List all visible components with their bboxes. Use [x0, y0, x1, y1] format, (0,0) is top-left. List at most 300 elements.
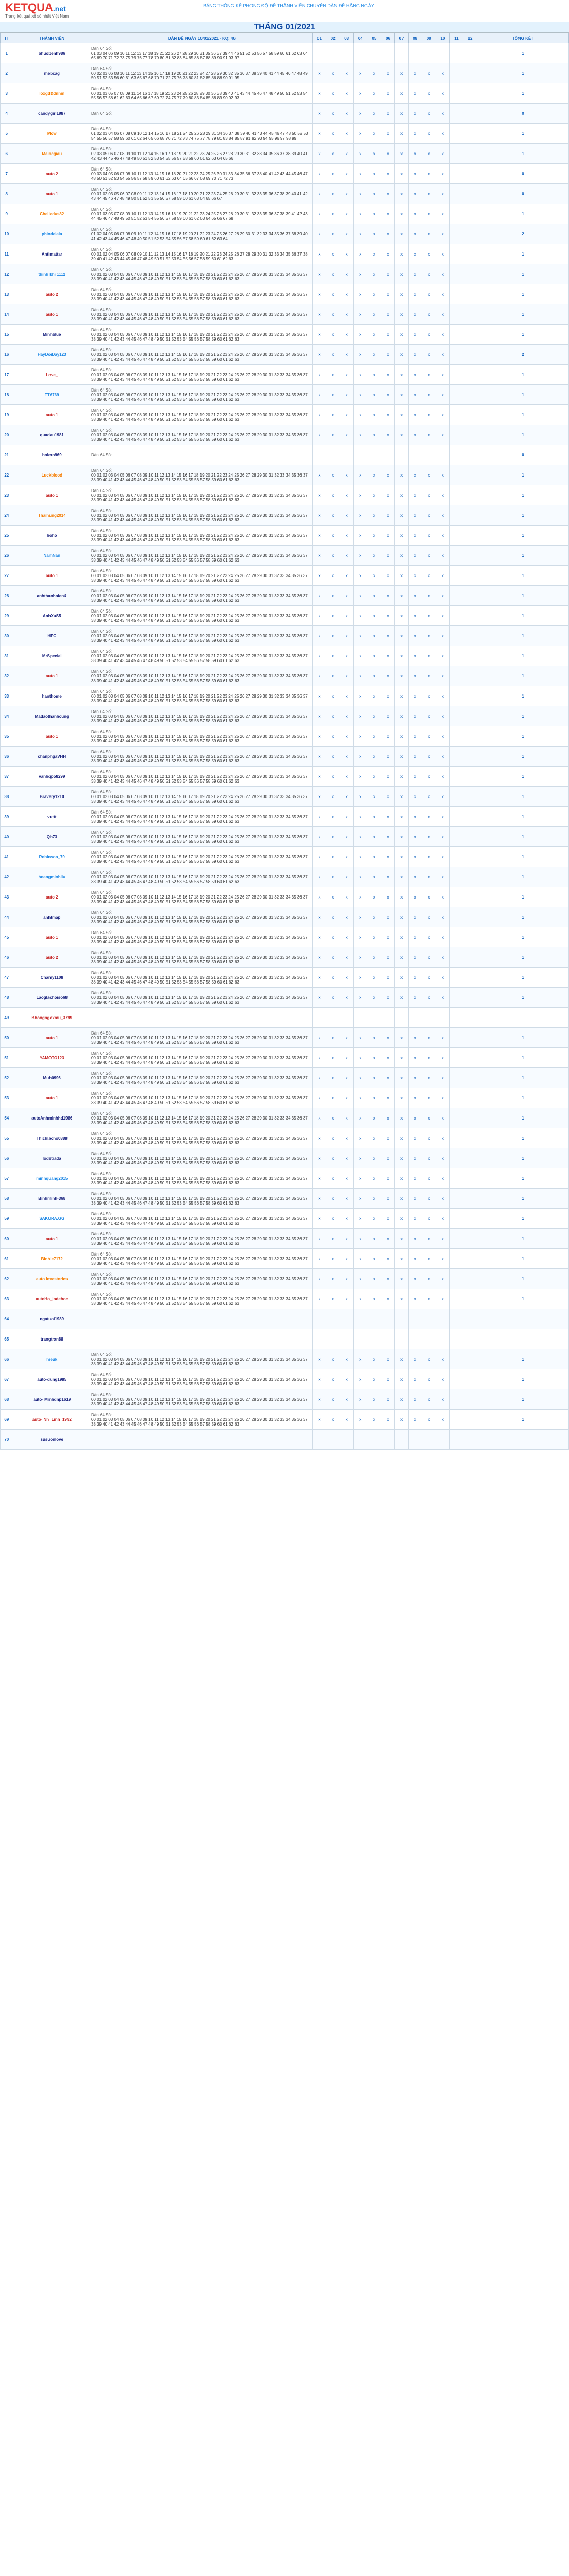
member-name[interactable]: auto 1 [45, 935, 58, 940]
number-set-label: Dàn 64 Số: [91, 870, 112, 875]
member-name-link[interactable] [13, 345, 91, 365]
top-note: BẢNG THỐNG KÊ PHONG ĐỘ ĐỀ THÀNH VIÊN CHUYÊN DÀN ĐỀ HÀNG NGÀY [203, 3, 374, 8]
member-name-link[interactable] [13, 1048, 91, 1068]
summary-cell: 1 [477, 847, 568, 867]
day-result-cell: x [326, 1209, 340, 1229]
row-number: 42 [1, 867, 13, 887]
member-name-link[interactable] [13, 104, 91, 124]
member-name-link[interactable] [13, 1369, 91, 1389]
summary-cell: 1 [477, 807, 568, 827]
day-result-cell: x [340, 164, 354, 184]
member-name[interactable]: anhthanhnien& [37, 593, 67, 598]
member-name[interactable]: Madaothanhcung [35, 714, 69, 719]
member-name[interactable]: autoAnhminhhd1986 [31, 1115, 73, 1121]
member-name-link[interactable] [13, 1289, 91, 1309]
day-result-cell: x [354, 284, 367, 304]
member-name[interactable]: anhtmap [43, 914, 61, 920]
member-name[interactable]: auto 1 [45, 1236, 58, 1241]
member-name[interactable]: HayDoiDay123 [37, 352, 66, 357]
member-name[interactable]: chanphgaVHH [38, 754, 66, 759]
summary-cell: 1 [477, 264, 568, 284]
member-name-link[interactable] [13, 365, 91, 385]
day-result-cell: x [436, 887, 450, 907]
day-result-cell: x [436, 244, 450, 264]
number-set-values: 01 03 04 06 09 10 11 12 13 17 18 19 21 22 26 27 28 29 30 31 35 36 37 39 44 46 51 52 53 56 57 58 59 60 61 62 63 64 65 69 70 71 72 73 75 79 76 77 78 79 80 81 82 83 84 85 86 87 88 89 90 91 93 97 [91, 50, 308, 60]
day-result-cell [367, 1329, 381, 1349]
number-set [91, 1028, 312, 1048]
number-set [91, 1088, 312, 1108]
number-set-label: Dàn 64 Số: [91, 46, 112, 51]
member-name-link[interactable] [13, 847, 91, 867]
member-name[interactable]: auto 2 [45, 894, 58, 900]
member-name-link[interactable] [13, 1168, 91, 1189]
member-name[interactable]: auto 1 [45, 412, 58, 417]
member-name[interactable]: Muh0996 [43, 1075, 61, 1080]
day-result-cell [395, 1430, 409, 1450]
table-row [1, 1209, 569, 1229]
day-result-cell [449, 988, 463, 1008]
table-row [1, 666, 569, 686]
member-name-link[interactable] [13, 666, 91, 686]
summary-cell: 1 [477, 526, 568, 546]
day-result-cell: x [312, 968, 326, 988]
member-name-link[interactable] [13, 425, 91, 445]
member-name-link[interactable] [13, 787, 91, 807]
summary-cell [477, 1329, 568, 1349]
row-number: 65 [1, 1329, 13, 1349]
member-name-link[interactable] [13, 566, 91, 586]
day-result-cell: x [436, 747, 450, 767]
table-row [1, 787, 569, 807]
day-result-cell: x [436, 124, 450, 144]
day-result-cell: x [340, 1249, 354, 1269]
member-name[interactable]: Laoglachoiso68 [36, 995, 68, 1000]
day-result-cell [449, 968, 463, 988]
member-name-link[interactable] [13, 83, 91, 104]
member-name-link[interactable] [13, 767, 91, 787]
member-name[interactable]: hoho [46, 533, 57, 538]
table-row [1, 626, 569, 646]
day-result-cell: x [381, 485, 395, 505]
day-result-cell [422, 1329, 436, 1349]
day-result-cell: x [340, 124, 354, 144]
day-result-cell: x [381, 887, 395, 907]
member-name[interactable]: vuttt [47, 814, 57, 819]
day-result-cell: x [354, 385, 367, 405]
table-row [1, 546, 569, 566]
member-name[interactable]: auto 1 [45, 191, 58, 196]
number-set-values: 00 01 02 03 04 05 06 07 08 09 10 11 12 13 14 15 16 17 18 19 20 21 22 23 24 25 26 27 28 29 30 31 32 33 34 35 36 37 38 39 40 41 42 43 44 45 46 47 48 49 50 51 52 53 54 55 56 57 58 59 60 61 62 63 [91, 1156, 308, 1165]
member-name-link[interactable] [13, 264, 91, 284]
day-result-cell: x [326, 666, 340, 686]
member-name[interactable]: phindelala [41, 231, 62, 236]
member-name-link[interactable] [13, 224, 91, 244]
member-name[interactable]: auto 1 [45, 493, 58, 498]
day-result-cell [449, 827, 463, 847]
day-result-cell: x [367, 1168, 381, 1189]
member-name-link[interactable] [13, 606, 91, 626]
day-result-cell [436, 43, 450, 63]
member-name[interactable]: trangtran88 [40, 1336, 63, 1342]
member-name[interactable]: YAMOTO123 [39, 1055, 64, 1060]
day-result-cell: x [395, 63, 409, 83]
day-result-cell: x [326, 526, 340, 546]
member-name-link[interactable] [13, 164, 91, 184]
member-name[interactable]: bolero969 [42, 452, 62, 457]
member-name-link[interactable] [13, 827, 91, 847]
day-result-cell [463, 144, 477, 164]
member-name-link[interactable] [13, 968, 91, 988]
day-result-cell: x [326, 646, 340, 666]
row-number: 19 [1, 405, 13, 425]
member-name-link[interactable] [13, 505, 91, 526]
table-row [1, 807, 569, 827]
member-name[interactable]: auto 1 [45, 1095, 58, 1100]
member-name[interactable]: Bravery1210 [39, 794, 64, 799]
member-name-link[interactable] [13, 184, 91, 204]
day-result-cell: x [367, 586, 381, 606]
day-result-cell: x [367, 1229, 381, 1249]
number-set-values: 00 01 02 03 04 05 06 07 08 09 10 11 12 13 14 15 16 17 18 19 20 21 22 23 24 25 26 27 28 29 30 31 32 33 34 35 36 37 38 39 40 41 42 43 44 45 46 47 48 49 50 51 52 53 54 55 56 57 58 59 60 61 62 63 [91, 493, 308, 502]
day-result-cell: x [326, 1389, 340, 1410]
member-name-link[interactable] [13, 204, 91, 224]
number-set-values: 00 01 02 03 04 05 06 07 08 09 10 11 12 13 14 15 16 17 18 19 20 21 22 23 24 25 26 27 28 29 30 31 32 33 34 35 36 37 38 39 40 41 42 43 44 45 46 47 48 49 50 51 52 53 54 55 56 57 58 59 60 61 62 63 [91, 914, 308, 924]
number-set [91, 706, 312, 726]
number-set-values: 00 01 02 03 04 05 06 07 08 09 10 11 12 13 14 15 16 17 18 19 20 21 22 23 24 25 26 27 28 29 30 31 32 33 34 35 36 37 38 39 40 41 42 43 44 45 46 47 48 49 50 51 52 53 54 55 56 57 58 59 60 61 62 63 [91, 352, 308, 362]
member-name-link[interactable] [13, 43, 91, 63]
day-result-cell: x [381, 325, 395, 345]
number-set-values: 00 01 02 03 04 05 06 07 08 09 10 11 12 13 14 15 16 17 18 19 20 21 22 23 24 25 26 27 28 29 30 31 32 33 34 35 36 37 38 39 40 41 42 43 44 45 46 47 48 49 50 51 52 53 54 55 56 57 58 59 60 61 62 63 [91, 955, 308, 964]
member-name[interactable]: lodetrada [42, 1156, 61, 1161]
member-name[interactable]: hieuk [46, 1357, 58, 1362]
day-result-cell: x [408, 325, 422, 345]
number-set [91, 304, 312, 325]
member-name[interactable]: quadau1981 [40, 432, 64, 437]
row-number: 1 [1, 43, 13, 63]
member-name-link[interactable] [13, 1389, 91, 1410]
member-name[interactable]: Binhminh-368 [38, 1196, 66, 1201]
day-result-cell: x [436, 83, 450, 104]
member-name[interactable]: Binhle7172 [41, 1256, 63, 1261]
day-result-cell [449, 1168, 463, 1189]
member-name-link[interactable] [13, 867, 91, 887]
number-set [91, 104, 312, 124]
number-set [91, 284, 312, 304]
day-result-cell: x [312, 887, 326, 907]
member-name-link[interactable] [13, 1088, 91, 1108]
summary-cell: 1 [477, 686, 568, 706]
member-name-link[interactable] [13, 1128, 91, 1148]
member-name-link[interactable] [13, 1249, 91, 1269]
member-name-link[interactable] [13, 1148, 91, 1168]
day-result-cell: x [381, 626, 395, 646]
row-number: 58 [1, 1189, 13, 1209]
member-name[interactable]: Thaihung2014 [38, 513, 66, 518]
day-result-cell: x [408, 947, 422, 968]
day-result-cell [463, 1168, 477, 1189]
member-name[interactable]: vanhqpo8299 [39, 774, 65, 779]
day-result-cell [449, 867, 463, 887]
day-result-cell: x [422, 1229, 436, 1249]
day-result-cell: x [422, 1128, 436, 1148]
member-name-link[interactable] [13, 1309, 91, 1329]
number-set-label: Dàn 64 Số: [91, 749, 112, 754]
day-result-cell: x [436, 546, 450, 566]
day-result-cell: x [354, 686, 367, 706]
row-number: 52 [1, 1068, 13, 1088]
day-result-cell: x [312, 1269, 326, 1289]
member-name-link[interactable] [13, 144, 91, 164]
row-number: 12 [1, 264, 13, 284]
day-result-cell: x [367, 365, 381, 385]
day-result-cell: x [395, 325, 409, 345]
day-result-cell [463, 626, 477, 646]
member-name[interactable]: HPC [47, 633, 57, 638]
member-name-link[interactable] [13, 988, 91, 1008]
day-result-cell: x [436, 526, 450, 546]
member-name-link[interactable] [13, 927, 91, 947]
member-name-link[interactable] [13, 1410, 91, 1430]
member-name-link[interactable] [13, 586, 91, 606]
member-name[interactable]: Maiacgiau [42, 151, 62, 156]
number-set-label: Dàn 64 Số: [91, 227, 112, 232]
day-result-cell: x [436, 505, 450, 526]
member-name[interactable]: auto lovestories [36, 1276, 68, 1281]
member-name[interactable]: thinh khi 1112 [38, 272, 65, 277]
number-set-label: Dàn 64 Số: [91, 387, 112, 393]
number-set [91, 1108, 312, 1128]
member-name-link[interactable] [13, 325, 91, 345]
site-logo[interactable] [5, 1, 66, 14]
day-result-cell: x [381, 1088, 395, 1108]
member-name-link[interactable] [13, 947, 91, 968]
member-name[interactable]: Robinson_79 [39, 854, 65, 859]
member-name-link[interactable] [13, 1229, 91, 1249]
day-result-cell: x [367, 1209, 381, 1229]
day-result-cell: x [422, 787, 436, 807]
day-result-cell: x [422, 485, 436, 505]
member-name-link[interactable] [13, 1028, 91, 1048]
day-result-cell: x [367, 546, 381, 566]
number-set-label: Dàn 64 Số: [91, 1372, 112, 1377]
member-name[interactable]: auto 2 [45, 171, 58, 176]
summary-cell: 1 [477, 204, 568, 224]
day-result-cell: x [312, 606, 326, 626]
day-result-cell: x [354, 1369, 367, 1389]
summary-cell: 1 [477, 1168, 568, 1189]
member-name[interactable]: minhquang2015 [36, 1176, 68, 1181]
day-result-cell [408, 1309, 422, 1329]
member-name-link[interactable] [13, 1108, 91, 1128]
member-name[interactable]: autoHo_lodehoc [36, 1296, 69, 1301]
member-name-link[interactable] [13, 526, 91, 546]
member-name[interactable]: Antimattar [41, 251, 62, 257]
day-result-cell: x [326, 1088, 340, 1108]
member-name-link[interactable] [13, 485, 91, 505]
day-result-cell: x [436, 847, 450, 867]
member-name[interactable]: auto 1 [45, 673, 58, 679]
day-result-cell [395, 1008, 409, 1028]
member-name[interactable]: Khongngoxmu_3799 [31, 1015, 73, 1020]
member-name-link[interactable] [13, 445, 91, 465]
number-set-values: 00 01 02 03 04 05 06 07 08 09 10 11 12 13 14 15 16 17 18 19 20 21 22 23 24 25 26 27 28 29 30 31 32 33 34 35 36 37 38 39 40 41 42 43 44 45 46 47 48 49 50 51 52 53 54 55 56 57 58 59 60 61 62 63 [91, 1075, 308, 1085]
number-set-values: 00 01 02 03 04 05 06 07 08 09 10 11 12 13 14 15 16 17 18 19 20 21 22 23 24 25 26 27 28 29 30 31 32 33 34 35 36 37 38 39 40 41 42 43 44 45 46 47 48 49 50 51 52 53 54 55 56 57 58 59 60 61 62 63 [91, 1216, 308, 1226]
day-result-cell: x [367, 1048, 381, 1068]
member-name-link[interactable] [13, 546, 91, 566]
member-name[interactable]: TT6769 [44, 392, 59, 397]
member-name[interactable]: auto 1 [45, 573, 58, 578]
day-result-cell [463, 787, 477, 807]
member-name-link[interactable] [13, 1349, 91, 1369]
number-set-label: Dàn 64 Số: [91, 452, 112, 457]
member-name[interactable]: mebcag [44, 71, 60, 76]
member-name-link[interactable] [13, 686, 91, 706]
member-name[interactable]: auto- Nh_Linh_1992 [32, 1417, 72, 1422]
member-name-link[interactable] [13, 1329, 91, 1349]
member-name[interactable]: NamNan [43, 553, 60, 558]
member-name[interactable]: Chamy1108 [40, 975, 63, 980]
member-name[interactable]: auto 2 [45, 955, 58, 960]
member-name[interactable]: SAKURA.GG [39, 1216, 65, 1221]
member-name[interactable]: bhuobenh986 [38, 50, 65, 56]
member-name-link[interactable] [13, 706, 91, 726]
member-name[interactable]: auto 1 [45, 312, 58, 317]
day-result-cell: x [312, 124, 326, 144]
day-result-cell: x [395, 927, 409, 947]
number-set [91, 1430, 312, 1450]
day-result-cell [463, 1068, 477, 1088]
member-name-link[interactable] [13, 1068, 91, 1088]
day-result-cell: x [326, 1148, 340, 1168]
member-name-link[interactable] [13, 284, 91, 304]
member-name-link[interactable] [13, 1209, 91, 1229]
member-name-link[interactable] [13, 1189, 91, 1209]
day-result-cell: x [340, 1088, 354, 1108]
day-result-cell: x [381, 1349, 395, 1369]
number-set-values: 00 01 02 03 04 05 06 07 08 09 10 11 12 13 14 15 16 17 18 19 20 21 22 23 24 25 26 27 28 29 30 31 32 33 34 35 36 37 38 39 40 41 42 43 44 45 46 47 48 49 50 51 52 53 54 55 56 57 58 59 60 61 62 63 [91, 1296, 308, 1306]
member-name-link[interactable] [13, 385, 91, 405]
number-set-label: Dàn 64 Số: [91, 568, 112, 573]
day-result-cell: x [354, 847, 367, 867]
member-name-link[interactable] [13, 244, 91, 264]
member-name-link[interactable] [13, 907, 91, 927]
day-result-cell [395, 445, 409, 465]
day-result-cell: x [408, 807, 422, 827]
member-name-link[interactable] [13, 63, 91, 83]
day-result-cell [463, 1008, 477, 1028]
member-name-link[interactable] [13, 1430, 91, 1450]
summary-cell: 1 [477, 1048, 568, 1068]
day-result-cell [395, 1329, 409, 1349]
member-name[interactable]: loxgd&dnnm [39, 91, 65, 96]
table-header-row [1, 33, 569, 43]
member-name-link[interactable] [13, 646, 91, 666]
member-name[interactable]: auto 2 [45, 292, 58, 297]
number-set-label: Dàn 64 Số: [91, 187, 112, 192]
day-result-cell [449, 606, 463, 626]
member-name[interactable]: Minhblue [43, 332, 61, 337]
member-name[interactable]: auto 1 [45, 1035, 58, 1040]
day-result-cell [449, 485, 463, 505]
member-name-link[interactable] [13, 405, 91, 425]
member-name[interactable]: Thichlacho0888 [36, 1136, 68, 1141]
member-name[interactable]: Mow [47, 131, 57, 136]
day-result-cell: x [367, 1148, 381, 1168]
member-name[interactable]: Chelledus82 [40, 211, 64, 216]
day-result-cell [463, 184, 477, 204]
day-result-cell: x [326, 1128, 340, 1148]
member-name-link[interactable] [13, 807, 91, 827]
row-number: 9 [1, 204, 13, 224]
summary-cell: 1 [477, 1189, 568, 1209]
member-name[interactable]: candygirl1987 [38, 111, 66, 116]
number-set-values: 00 01 02 03 04 05 06 07 08 09 10 11 12 13 14 15 16 17 18 19 20 21 22 23 24 25 26 27 28 29 30 31 32 33 34 35 36 37 38 39 40 41 42 43 44 45 46 47 48 49 50 51 52 53 54 55 56 57 58 59 60 61 62 63 [91, 1035, 308, 1045]
day-result-cell: x [312, 586, 326, 606]
member-name[interactable]: ngatuoi1989 [40, 1316, 64, 1321]
table-row [1, 405, 569, 425]
day-result-cell [463, 1209, 477, 1229]
number-set-label: Dàn 64 Số: [91, 890, 112, 895]
member-name-link[interactable] [13, 726, 91, 747]
member-name[interactable]: Love_ [46, 372, 58, 377]
number-set-label: Dàn 64 Số: [91, 1231, 112, 1236]
member-name-link[interactable] [13, 1008, 91, 1028]
member-name[interactable]: Qb73 [46, 834, 57, 839]
member-name[interactable]: auto-dung1985 [37, 1377, 67, 1382]
member-name-link[interactable] [13, 465, 91, 485]
number-set-values: 00 01 02 03 04 05 06 07 08 09 10 11 12 13 14 15 16 17 18 19 20 21 22 23 24 25 26 27 28 29 30 31 32 33 34 35 36 37 38 39 40 41 42 43 44 45 46 47 48 49 50 51 52 53 54 55 56 57 58 59 60 61 62 63 [91, 312, 308, 321]
member-name[interactable]: hoangminhliu [38, 874, 65, 879]
member-name[interactable]: AnhXuS5 [42, 613, 61, 618]
member-name[interactable]: susuonlove [40, 1437, 63, 1442]
member-name[interactable]: auto- Minhdnp1619 [33, 1397, 71, 1402]
member-name-link[interactable] [13, 124, 91, 144]
number-set-values: 00 01 02 03 04 05 06 07 08 09 10 11 12 13 14 15 16 17 18 19 20 21 22 23 24 25 26 27 28 29 30 31 32 33 34 35 36 37 38 39 40 41 42 43 44 45 46 47 48 49 50 51 52 53 54 55 56 57 58 59 60 61 62 63 [91, 513, 308, 522]
member-name-link[interactable] [13, 626, 91, 646]
day-result-cell: x [422, 867, 436, 887]
day-result-cell [312, 1430, 326, 1450]
member-name[interactable]: Luckblood [41, 472, 62, 478]
day-result-cell: x [312, 526, 326, 546]
day-result-cell [449, 63, 463, 83]
member-name[interactable]: MrSpecial [42, 653, 62, 658]
member-name-link[interactable] [13, 887, 91, 907]
day-result-cell: x [367, 526, 381, 546]
day-result-cell: x [436, 666, 450, 686]
day-result-cell [463, 425, 477, 445]
table-row [1, 1048, 569, 1068]
member-name-link[interactable] [13, 747, 91, 767]
number-set-label: Dàn 64 Số: [91, 428, 112, 433]
summary-cell: 1 [477, 706, 568, 726]
row-number: 28 [1, 586, 13, 606]
day-result-cell [381, 1309, 395, 1329]
day-result-cell: x [367, 284, 381, 304]
day-result-cell: x [326, 1349, 340, 1369]
member-name[interactable]: auto 1 [45, 734, 58, 739]
day-result-cell: x [422, 626, 436, 646]
day-result-cell: x [436, 626, 450, 646]
day-result-cell [449, 1369, 463, 1389]
member-name-link[interactable] [13, 1269, 91, 1289]
table-row [1, 586, 569, 606]
member-name-link[interactable] [13, 304, 91, 325]
member-name[interactable]: hanthome [42, 693, 62, 699]
number-set-label: Dàn 64 Số: [91, 1211, 112, 1216]
day-result-cell: x [408, 465, 422, 485]
day-result-cell: x [422, 847, 436, 867]
day-result-cell: x [408, 646, 422, 666]
